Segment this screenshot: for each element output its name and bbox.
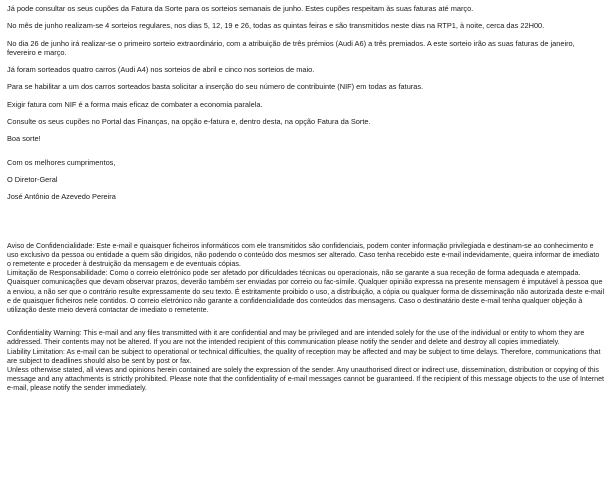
body-paragraph-habilitar: Para se habilitar a um dos carros sorteados basta solicitar a inserção do seu número de contribuinte (NIF) em todas as faturas. (7, 82, 424, 92)
body-paragraph-carros-sorteados: Já foram sorteados quatro carros (Audi A4) nos sorteios de abril e cinco nos sorteios de maio. (7, 65, 315, 75)
body-paragraph-portal-financas: Consulte os seus cupões no Portal das Finanças, na opção e-fatura e, dentro desta, na opção Fatura da Sorte. (7, 117, 371, 127)
disclaimer-en-opinions: Unless otherwise stated, all views and opinions herein contained are solely the expression of the sender. Any unauthorised direct or indirect use, dissemination, distribution or copying of this message and any attachments is strictly prohibited. Please note that the confidentiality of e-mail messages cannot be guaranteed. If the recipient of this message objects to the use of Internet e-mail, please notify the sender immediately. (7, 366, 605, 393)
disclaimer-en (7, 329, 605, 393)
signer-title: O Diretor-Geral (7, 174, 58, 184)
disclaimer-pt (7, 242, 605, 316)
disclaimer-pt-confidentiality: Aviso de Confidencialidade: Este e-mail e quaisquer ficheiros informáticos com ele transmitidos são confidenciais, podem conter informação privilegiada e destinam-se ao conhecimento e uso exclusivo da pessoa ou entidade a quem são dirigidos, não podendo o conteúdo dos mesmos ser alterado. Caso tenha recebido este e-mail indevidamente, queira informar de imediato o remetente e proceder à destruição da mensagem e de eventuais cópias. (7, 241, 600, 268)
body-paragraph-cupoes: Já pode consultar os seus cupões da Fatura da Sorte para os sorteios semanais de junho. Estes cupões respeitam às suas faturas até março. (7, 4, 474, 13)
body-paragraph-exigir-fatura: Exigir fatura com NIF é a forma mais eficaz de combater a economia paralela. (7, 99, 263, 109)
signer-name: José Antônio de Azevedo Pereira (7, 192, 116, 202)
disclaimer-en-confidentiality: Confidentiality Warning: This e-mail and any files transmitted with it are confidential and may be privileged and are intended solely for the use of the individual or entity to whom they are addressed. Their contents may not be altered. If you are not the intended recipient of this communication please notify the sender and delete and destroy all copies immediately. (7, 329, 585, 347)
disclaimer-pt-liability: Limitação de Responsabilidade: Como o correio eletrónico pode ser afetado por dificuldades técnicas ou operacionais, não se garante a sua receção de forma adequada e atempada. Quaisquer comunicações que devam observar prazos, deverão também ser enviadas por correio ou fac-símile. Qualquer opinião expressa na presente mensagem é imputável à pessoa que a enviou, a não ser que o contrário resulte expressamente do seu texto. É estritamente proibido o uso, a distribuição, a cópia ou qualquer forma de disseminação não autorizada deste e-mail e de quaisquer ficheiros nele contidos. O correio eletrónico não garante a confidencialidade dos conteúdos das mensagens. Caso o destinatário deste e-mail tenha qualquer objeção à utilização deste meio deverá contactar de imediato o remetente. (7, 269, 605, 314)
body-paragraph-sorteio-extraordinario: No dia 26 de junho irá realizar-se o primeiro sorteio extraordinário, com a atribuição de três prémios (Audi A6) a três premiados. A este sorteio irão as suas faturas de janeiro, fevereiro e março. (7, 38, 575, 57)
disclaimer-en-liability: Liability Limitation: As e-mail can be subject to operational or technical difficulties, the quality of reception may be affected and may be subject to time delays. Therefore, communications that are subject to deadlines should also be sent by post or fax. (7, 347, 601, 365)
body-paragraph-boa-sorte: Boa sorte! (7, 134, 41, 144)
body-paragraph-sorteios-junho: No mês de junho realizam-se 4 sorteios regulares, nos dias 5, 12, 19 e 26, todas as quintas feiras e são transmitidos neste dias na RTP1, à noite, cerca das 22H00. (7, 21, 545, 31)
closing-line: Com os melhores cumprimentos, (7, 157, 116, 167)
